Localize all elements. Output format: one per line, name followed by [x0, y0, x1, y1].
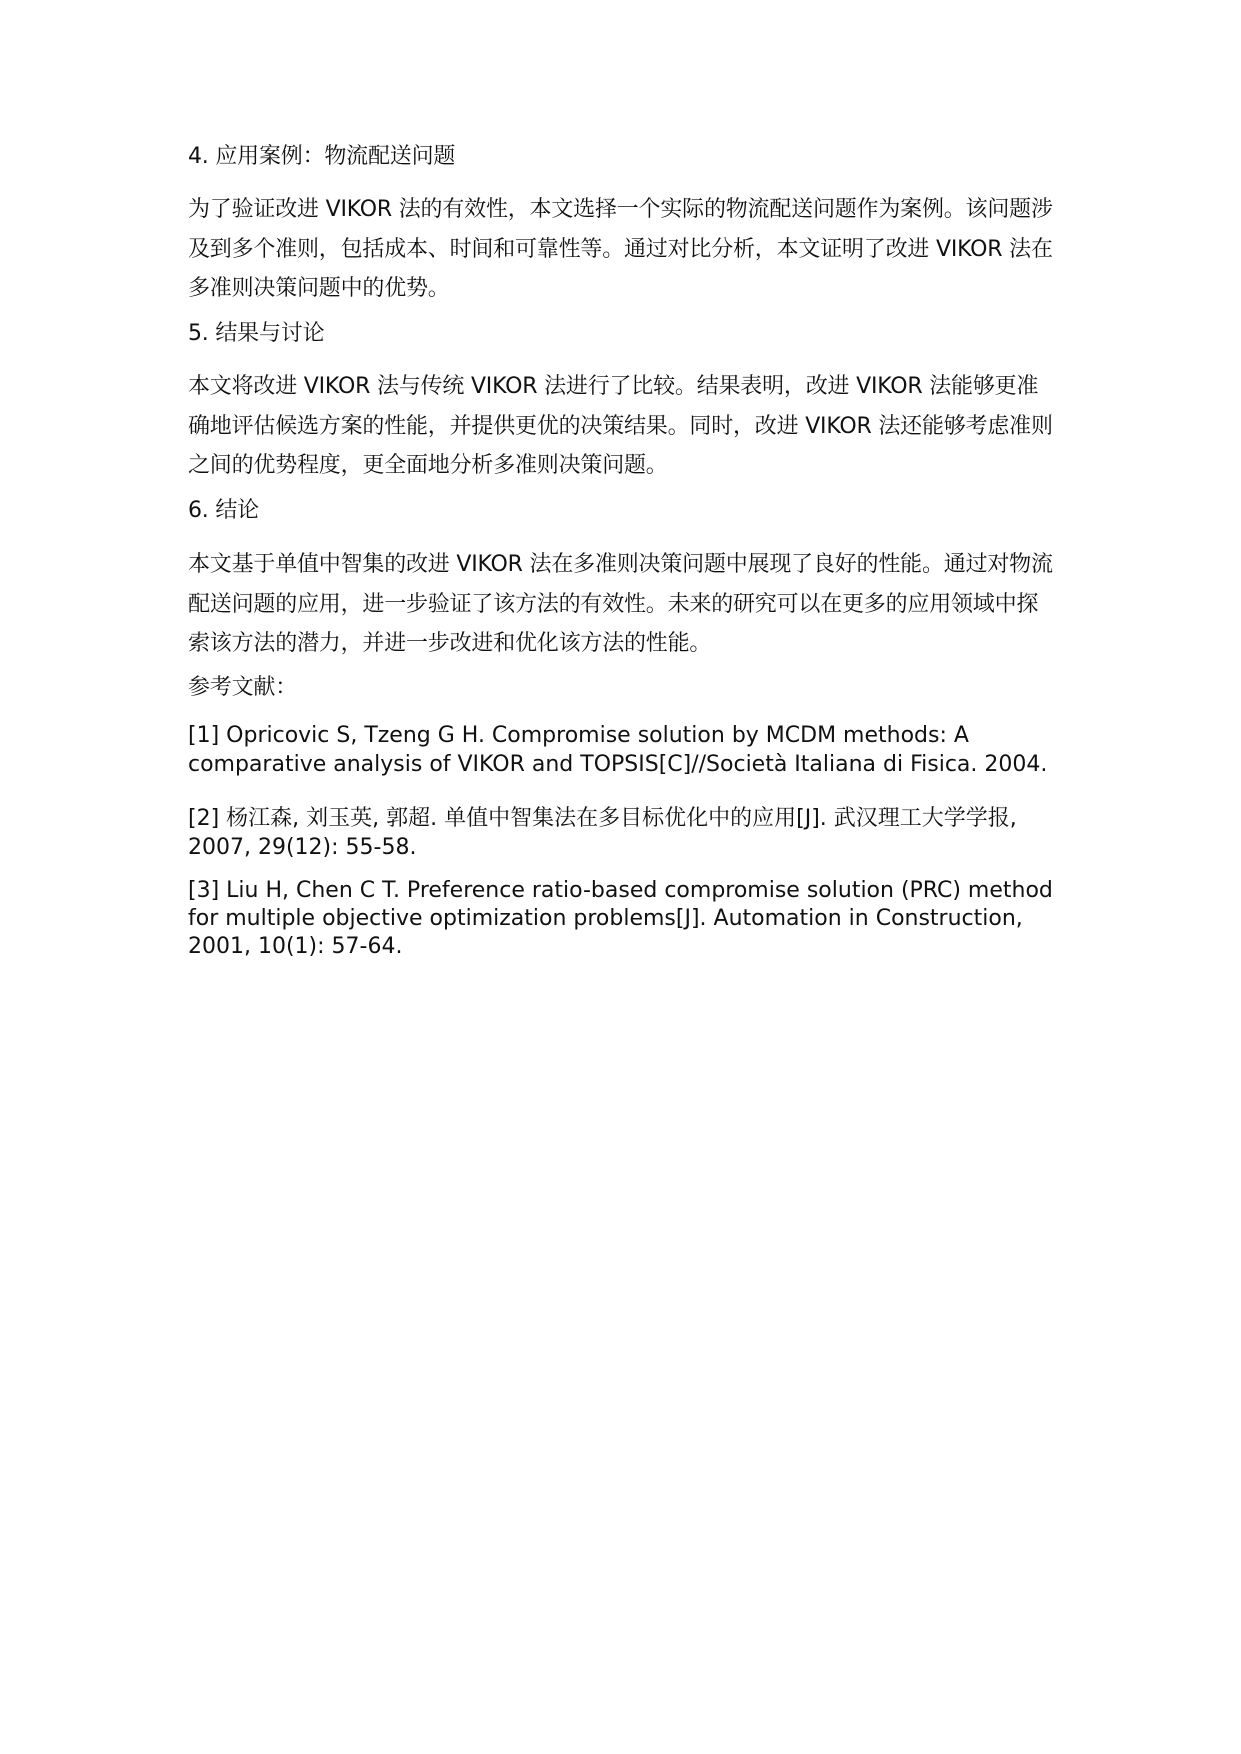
section-4-paragraph: 为了验证改进 VIKOR 法的有效性，本文选择一个实际的物流配送问题作为案例。该问题涉及到多个准则，包括成本、时间和可靠性等。通过对比分析，本文证明了改进 VIKOR 法在多准则决策问题中的优势。: [188, 197, 1053, 301]
reference-item-3: [3] Liu H, Chen C T. Preference ratio-based compromise solution (PRC) method for multiple objective optimization problems[J]. Automation in Construction, 2001, 10(1): 57-64.: [188, 878, 1053, 959]
section-6-heading: 6. 结论: [188, 498, 259, 523]
references-heading: 参考文献：: [188, 675, 298, 700]
section-6-paragraph: 本文基于单值中智集的改进 VIKOR 法在多准则决策问题中展现了良好的性能。通过对物流配送问题的应用，进一步验证了该方法的有效性。未来的研究可以在更多的应用领域中探索该方法的潜力，并进一步改进和优化该方法的性能。: [188, 552, 1053, 656]
section-4-heading: 4. 应用案例：物流配送问题: [188, 144, 456, 169]
reference-item-1: [1] Opricovic S, Tzeng G H. Compromise solution by MCDM methods: A comparative analysis of VIKOR and TOPSIS[C]//Società Italiana di Fisica. 2004.: [188, 723, 1048, 777]
section-5-heading: 5. 结果与讨论: [188, 321, 325, 346]
section-5-paragraph: 本文将改进 VIKOR 法与传统 VIKOR 法进行了比较。结果表明，改进 VIKOR 法能够更准确地评估候选方案的性能，并提供更优的决策结果。同时，改进 VIKOR 法还能够考虑准则之间的优势程度，更全面地分析多准则决策问题。: [188, 374, 1053, 478]
reference-item-2: [2] 杨江森, 刘玉英, 郭超. 单值中智集法在多目标优化中的应用[J]. 武汉理工大学学报, 2007, 29(12): 55-58.: [188, 806, 1017, 860]
